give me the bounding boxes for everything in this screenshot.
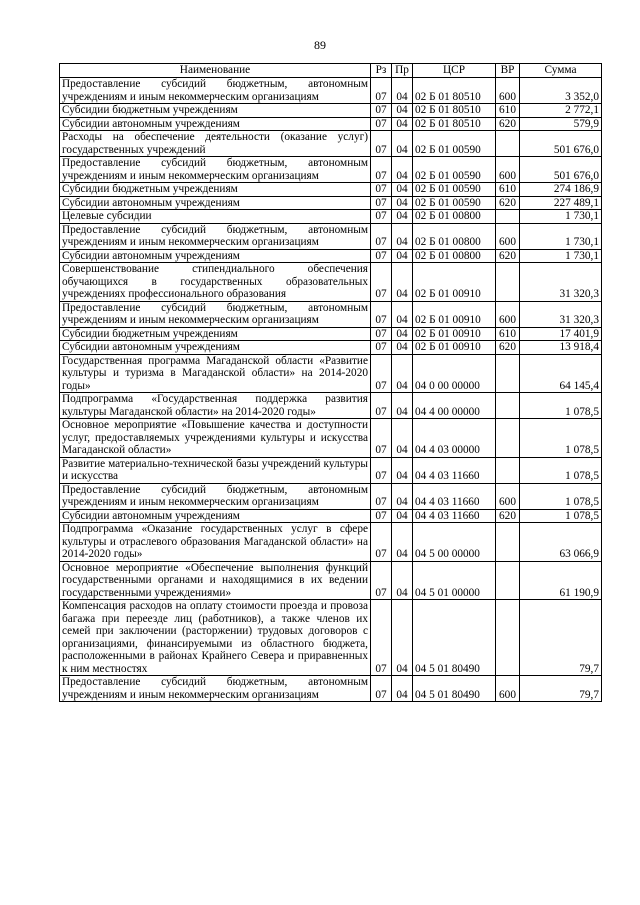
header-vr: ВР <box>496 64 520 78</box>
row-sum: 3 352,0 <box>520 78 602 104</box>
row-pr: 04 <box>392 523 413 562</box>
row-pr: 04 <box>392 210 413 224</box>
row-csr: 02 Б 01 00590 <box>413 196 496 210</box>
row-rz: 07 <box>371 457 392 483</box>
row-vr: 620 <box>496 117 520 131</box>
row-rz: 07 <box>371 341 392 355</box>
row-rz: 07 <box>371 223 392 249</box>
header-csr: ЦСР <box>413 64 496 78</box>
row-vr <box>496 263 520 302</box>
row-vr: 620 <box>496 249 520 263</box>
row-rz: 07 <box>371 600 392 676</box>
row-rz: 07 <box>371 509 392 523</box>
table-row <box>60 183 602 197</box>
row-vr: 600 <box>496 223 520 249</box>
row-csr: 02 Б 01 80510 <box>413 78 496 104</box>
row-csr: 02 Б 01 00590 <box>413 157 496 183</box>
row-rz: 07 <box>371 78 392 104</box>
row-rz: 07 <box>371 210 392 224</box>
row-pr: 04 <box>392 341 413 355</box>
row-sum: 1 078,5 <box>520 457 602 483</box>
row-csr: 02 Б 01 00910 <box>413 301 496 327</box>
row-name: Подпрограмма «Государственная поддержка развития культуры Магаданской области» на 2014-2020 годы» <box>60 393 371 419</box>
row-rz: 07 <box>371 104 392 118</box>
row-sum: 31 320,3 <box>520 263 602 302</box>
row-name: Предоставление субсидий бюджетным, автономным учреждениям и иным некоммерческим организациям <box>60 157 371 183</box>
row-pr: 04 <box>392 354 413 393</box>
row-sum: 1 078,5 <box>520 419 602 458</box>
table-row <box>60 78 602 104</box>
table-row <box>60 327 602 341</box>
row-sum: 1 078,5 <box>520 483 602 509</box>
row-csr: 02 Б 01 00590 <box>413 131 496 157</box>
row-pr: 04 <box>392 327 413 341</box>
row-name: Предоставление субсидий бюджетным, автономным учреждениям и иным некоммерческим организациям <box>60 223 371 249</box>
row-rz: 07 <box>371 183 392 197</box>
row-rz: 07 <box>371 561 392 600</box>
row-name: Субсидии автономным учреждениям <box>60 341 371 355</box>
row-vr <box>496 561 520 600</box>
table-header-row <box>60 64 602 78</box>
row-sum: 1 078,5 <box>520 509 602 523</box>
row-sum: 13 918,4 <box>520 341 602 355</box>
row-rz: 07 <box>371 483 392 509</box>
row-rz: 07 <box>371 327 392 341</box>
table-row <box>60 249 602 263</box>
row-sum: 1 078,5 <box>520 393 602 419</box>
row-name: Расходы на обеспечение деятельности (оказание услуг) государственных учреждений <box>60 131 371 157</box>
row-name: Субсидии автономным учреждениям <box>60 117 371 131</box>
table-row <box>60 223 602 249</box>
row-name: Субсидии автономным учреждениям <box>60 509 371 523</box>
row-rz: 07 <box>371 523 392 562</box>
row-sum: 79,7 <box>520 600 602 676</box>
table-row <box>60 104 602 118</box>
row-name: Субсидии автономным учреждениям <box>60 196 371 210</box>
row-rz: 07 <box>371 354 392 393</box>
row-rz: 07 <box>371 157 392 183</box>
row-name: Предоставление субсидий бюджетным, автономным учреждениям и иным некоммерческим организациям <box>60 483 371 509</box>
row-name: Предоставление субсидий бюджетным, автономным учреждениям и иным некоммерческим организациям <box>60 301 371 327</box>
table-row <box>60 483 602 509</box>
row-name: Основное мероприятие «Обеспечение выполнения функций государственными органами и находящимися в их ведении государственными учреждениями» <box>60 561 371 600</box>
row-vr: 600 <box>496 301 520 327</box>
row-name: Предоставление субсидий бюджетным, автономным учреждениям и иным некоммерческим организациям <box>60 676 371 702</box>
table-row <box>60 509 602 523</box>
row-pr: 04 <box>392 600 413 676</box>
row-vr: 600 <box>496 157 520 183</box>
table-row <box>60 210 602 224</box>
row-sum: 2 772,1 <box>520 104 602 118</box>
row-vr <box>496 393 520 419</box>
table-row <box>60 263 602 302</box>
row-name: Субсидии бюджетным учреждениям <box>60 104 371 118</box>
row-sum: 501 676,0 <box>520 157 602 183</box>
row-pr: 04 <box>392 419 413 458</box>
row-pr: 04 <box>392 131 413 157</box>
row-rz: 07 <box>371 131 392 157</box>
row-name: Развитие материально-технической базы учреждений культуры и искусства <box>60 457 371 483</box>
row-vr: 610 <box>496 104 520 118</box>
row-pr: 04 <box>392 263 413 302</box>
row-name: Совершенствование стипендиального обеспечения обучающихся в государственных образовательных учреждениях профессионального образования <box>60 263 371 302</box>
row-vr: 600 <box>496 78 520 104</box>
row-vr: 610 <box>496 183 520 197</box>
row-csr: 02 Б 01 80510 <box>413 104 496 118</box>
row-sum: 1 730,1 <box>520 210 602 224</box>
row-rz: 07 <box>371 263 392 302</box>
row-vr: 620 <box>496 341 520 355</box>
row-rz: 07 <box>371 676 392 702</box>
row-vr: 600 <box>496 676 520 702</box>
row-name: Основное мероприятие «Повышение качества и доступности услуг, предоставляемых учреждениями культуры и искусства Магаданской области» <box>60 419 371 458</box>
row-rz: 07 <box>371 419 392 458</box>
table-row <box>60 393 602 419</box>
row-sum: 274 186,9 <box>520 183 602 197</box>
row-sum: 31 320,3 <box>520 301 602 327</box>
row-sum: 64 145,4 <box>520 354 602 393</box>
table-row <box>60 676 602 702</box>
row-name: Государственная программа Магаданской области «Развитие культуры и туризма в Магаданской области» на 2014-2020 годы» <box>60 354 371 393</box>
table-row <box>60 600 602 676</box>
row-vr: 620 <box>496 509 520 523</box>
row-rz: 07 <box>371 196 392 210</box>
header-sum: Сумма <box>520 64 602 78</box>
row-pr: 04 <box>392 393 413 419</box>
row-csr: 04 5 00 00000 <box>413 523 496 562</box>
row-sum: 1 730,1 <box>520 223 602 249</box>
row-pr: 04 <box>392 676 413 702</box>
row-sum: 1 730,1 <box>520 249 602 263</box>
row-rz: 07 <box>371 301 392 327</box>
header-name: Наименование <box>60 64 371 78</box>
row-csr: 04 4 03 11660 <box>413 509 496 523</box>
row-pr: 04 <box>392 117 413 131</box>
table-row <box>60 301 602 327</box>
table-row <box>60 196 602 210</box>
row-name: Предоставление субсидий бюджетным, автономным учреждениям и иным некоммерческим организациям <box>60 78 371 104</box>
row-csr: 02 Б 01 00910 <box>413 327 496 341</box>
row-csr: 04 5 01 80490 <box>413 676 496 702</box>
row-pr: 04 <box>392 78 413 104</box>
row-vr <box>496 354 520 393</box>
row-csr: 02 Б 01 00800 <box>413 210 496 224</box>
row-sum: 17 401,9 <box>520 327 602 341</box>
row-vr <box>496 210 520 224</box>
row-pr: 04 <box>392 561 413 600</box>
table-body <box>60 78 602 702</box>
row-csr: 04 5 01 00000 <box>413 561 496 600</box>
row-sum: 227 489,1 <box>520 196 602 210</box>
row-csr: 04 5 01 80490 <box>413 600 496 676</box>
table-row <box>60 419 602 458</box>
header-rz: Рз <box>371 64 392 78</box>
table-row <box>60 561 602 600</box>
row-pr: 04 <box>392 249 413 263</box>
table-row <box>60 457 602 483</box>
page-number: 89 <box>314 38 326 52</box>
budget-table <box>59 63 602 702</box>
row-vr <box>496 131 520 157</box>
row-pr: 04 <box>392 457 413 483</box>
table-row <box>60 117 602 131</box>
row-rz: 07 <box>371 393 392 419</box>
row-csr: 04 4 03 00000 <box>413 419 496 458</box>
table-row <box>60 341 602 355</box>
row-csr: 04 0 00 00000 <box>413 354 496 393</box>
row-pr: 04 <box>392 157 413 183</box>
row-csr: 02 Б 01 00800 <box>413 249 496 263</box>
row-pr: 04 <box>392 483 413 509</box>
row-name: Субсидии бюджетным учреждениям <box>60 327 371 341</box>
row-csr: 04 4 03 11660 <box>413 483 496 509</box>
row-vr <box>496 600 520 676</box>
row-vr <box>496 523 520 562</box>
row-vr: 620 <box>496 196 520 210</box>
header-pr: Пр <box>392 64 413 78</box>
row-pr: 04 <box>392 183 413 197</box>
row-vr <box>496 419 520 458</box>
row-pr: 04 <box>392 509 413 523</box>
row-csr: 02 Б 01 00800 <box>413 223 496 249</box>
row-name: Субсидии автономным учреждениям <box>60 249 371 263</box>
row-pr: 04 <box>392 301 413 327</box>
row-csr: 02 Б 01 00910 <box>413 263 496 302</box>
row-pr: 04 <box>392 104 413 118</box>
table-row <box>60 157 602 183</box>
row-name: Субсидии бюджетным учреждениям <box>60 183 371 197</box>
row-sum: 61 190,9 <box>520 561 602 600</box>
row-csr: 02 Б 01 00910 <box>413 341 496 355</box>
table-row <box>60 354 602 393</box>
row-csr: 04 4 00 00000 <box>413 393 496 419</box>
row-pr: 04 <box>392 223 413 249</box>
row-csr: 02 Б 01 00590 <box>413 183 496 197</box>
row-csr: 02 Б 01 80510 <box>413 117 496 131</box>
row-name: Компенсация расходов на оплату стоимости проезда и провоза багажа при переезде лиц (работников), а также членов их семей при заключении (расторжении) трудовых договоров с организациями, финансируемыми из областного бюджета, расположенными в районах Крайнего Севера и приравненных к ним местностях <box>60 600 371 676</box>
row-vr <box>496 457 520 483</box>
row-sum: 63 066,9 <box>520 523 602 562</box>
row-sum: 579,9 <box>520 117 602 131</box>
row-name: Подпрограмма «Оказание государственных услуг в сфере культуры и отраслевого образования Магаданской области» на 2014-2020 годы» <box>60 523 371 562</box>
row-rz: 07 <box>371 117 392 131</box>
row-name: Целевые субсидии <box>60 210 371 224</box>
row-sum: 79,7 <box>520 676 602 702</box>
table-row <box>60 131 602 157</box>
row-vr: 610 <box>496 327 520 341</box>
row-rz: 07 <box>371 249 392 263</box>
row-pr: 04 <box>392 196 413 210</box>
row-sum: 501 676,0 <box>520 131 602 157</box>
row-vr: 600 <box>496 483 520 509</box>
row-csr: 04 4 03 11660 <box>413 457 496 483</box>
table-row <box>60 523 602 562</box>
